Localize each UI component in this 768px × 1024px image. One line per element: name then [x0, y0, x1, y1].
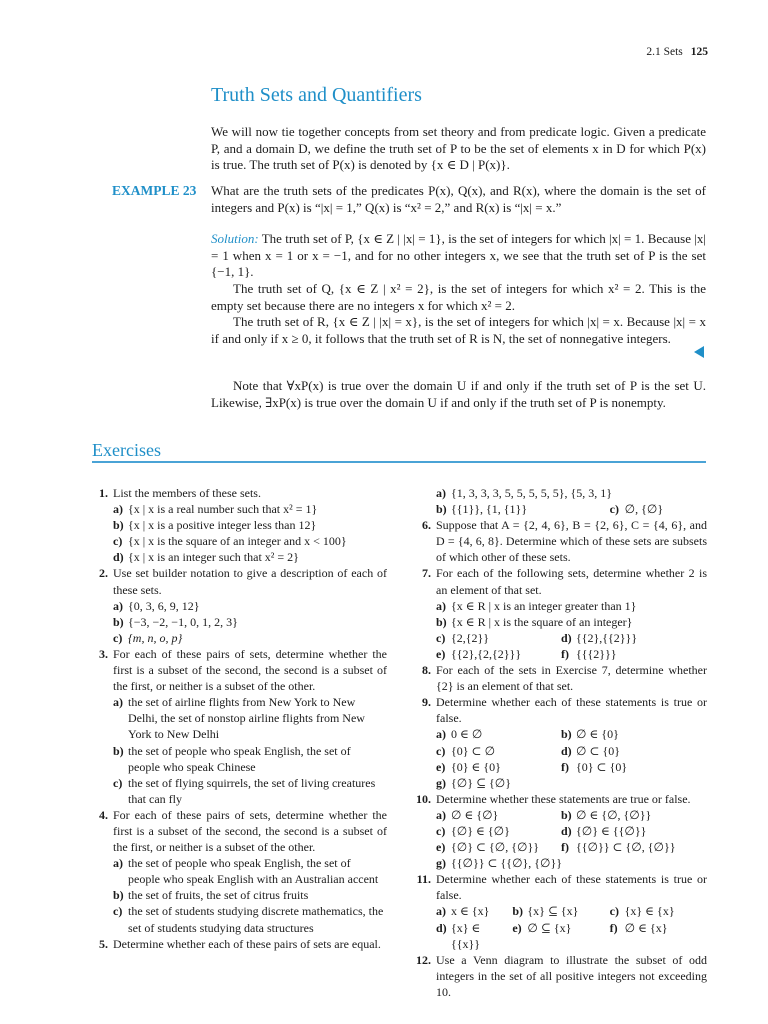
- exercise-number: 11.: [416, 872, 431, 887]
- exercise-text: Determine whether each of these pairs of sets are equal.: [113, 936, 381, 951]
- exercise-2a: a) {0, 3, 6, 9, 12}: [113, 598, 200, 613]
- exercise-number: 8.: [422, 663, 431, 678]
- exercise-10d: d) {∅} ∈ {{∅}}: [561, 823, 647, 838]
- running-head: [646, 46, 708, 58]
- exercise-1a: a) {x | x is a real number such that x² = 1}: [113, 502, 318, 517]
- exercise-10b: b) ∅ ∈ {∅, {∅}}: [561, 807, 652, 822]
- exercise-text: List the members of these sets.: [113, 486, 261, 500]
- solution-label: Solution:: [211, 231, 259, 246]
- exercise-1b: b) {x | x is a positive integer less than 12}: [113, 518, 317, 533]
- note-paragraph: Note that ∀xP(x) is true over the domain U if and only if the truth set of P is the set U. Likewise, ∃xP(x) is true over the domain U if and only if the truth set of P is nonempty.: [211, 378, 706, 410]
- exercise-7: [415, 565, 707, 597]
- exercise-9-grid: [415, 726, 707, 790]
- exercise-2b: b) {−3, −2, −1, 0, 1, 2, 3}: [113, 614, 238, 629]
- exercise-text: Use set builder notation to give a description of each of these sets.: [113, 566, 387, 597]
- page-number: 125: [690, 46, 708, 58]
- exercise-1c: c) {x | x is the square of an integer and x < 100}: [113, 534, 347, 549]
- exercise-10-grid: [415, 807, 707, 871]
- exercise-7e: e) {{2},{2,{2}}}: [436, 646, 522, 661]
- exercise-10a: a) ∅ ∈ {∅}: [436, 807, 499, 822]
- exercise-number: 6.: [422, 518, 431, 533]
- section-title: Truth Sets and Quantifiers: [211, 84, 422, 106]
- exercise-4: [92, 807, 387, 855]
- exercise-number: 3.: [99, 646, 108, 661]
- exercise-7-grid: [415, 630, 707, 662]
- solution-text-1: The truth set of P, {x ∈ Z | |x| = 1}, is the set of integers for which |x| = 1. Because |x| = 1 when x = 1 or x = −1, and for no other integers x, we see that the truth set of P is the set {−1, 1}.: [211, 231, 706, 280]
- end-of-example-icon: [694, 346, 704, 358]
- exercise-8: [415, 662, 707, 694]
- intro-paragraph: We will now tie together concepts from set theory and from predicate logic. Given a predicate P, and a domain D, we define the truth set of P to be the set of elements x in D for which P(x) is true. The truth set of P(x) is denoted by {x ∈ D | P(x)}.: [211, 124, 706, 173]
- exercise-5b: b) {{1}}, {1, {1}}: [436, 502, 528, 517]
- exercise-10f: f) {{∅}} ⊂ {∅, {∅}}: [561, 840, 676, 855]
- exercise-3b: b) the set of people who speak English, the set of people who speak Chinese: [113, 743, 351, 774]
- exercise-9e: e) {0} ∈ {0}: [436, 759, 501, 774]
- exercise-11a: a) x ∈ {x}: [436, 904, 490, 919]
- exercise-7c: c) {2,{2}}: [436, 630, 490, 645]
- exercise-9a: a) 0 ∈ ∅: [436, 727, 483, 742]
- exercise-4c: c) the set of students studying discrete mathematics, the set of students studying data structures: [113, 904, 384, 935]
- exercise-10: [415, 791, 707, 807]
- exercise-3a: a) the set of airline flights from New York to New Delhi, the set of nonstop airline flights from New York to New Delhi: [113, 695, 365, 742]
- exercise-11: [415, 871, 707, 903]
- exercise-10g: g) {{∅}} ⊂ {{∅}, {∅}}: [436, 856, 563, 871]
- exercise-10e: e) {∅} ⊂ {∅, {∅}}: [436, 840, 539, 855]
- exercise-text: Determine whether each of these statements is true or false.: [436, 695, 707, 726]
- exercise-text: Determine whether each of these statements is true or false.: [436, 872, 707, 903]
- exercise-text: Suppose that A = {2, 4, 6}, B = {2, 6}, C = {4, 6}, and D = {4, 6, 8}. Determine which of these sets are subsets of which other of these sets.: [436, 518, 707, 565]
- exercise-9c: c) {0} ⊂ ∅: [436, 743, 496, 758]
- exercise-text: Determine whether these statements are true or false.: [436, 791, 691, 806]
- exercise-5c: c) ∅, {∅}: [609, 502, 664, 517]
- exercise-number: 12.: [416, 952, 431, 967]
- exercise-9b: b) ∅ ∈ {0}: [561, 727, 619, 742]
- exercise-11d: d) {x} ∈ {{x}}: [436, 920, 481, 951]
- exercise-7d: d) {{2},{{2}}}: [561, 630, 638, 645]
- exercise-number: 10.: [416, 791, 431, 806]
- example-label: EXAMPLE 23: [112, 183, 197, 198]
- exercise-11-grid: [415, 903, 707, 951]
- exercise-number: 2.: [99, 566, 108, 581]
- exercises-title: Exercises: [92, 440, 161, 460]
- solution-paragraph-3: The truth set of R, {x ∈ Z | |x| = x}, is the set of integers for which |x| = x. Because |x| = x if and only if x ≥ 0, it follows that the truth set of R is N, the set of nonnegative integers.: [211, 314, 706, 346]
- exercise-text: For each of the following sets, determine whether 2 is an element of that set.: [436, 566, 707, 597]
- exercises-left-column: [92, 485, 387, 952]
- exercise-text: For each of the sets in Exercise 7, determine whether {2} is an element of that set.: [436, 663, 707, 694]
- exercise-2: [92, 565, 387, 597]
- solution-paragraph-1: [211, 231, 706, 281]
- exercise-7f: f) {{{2}}}: [561, 646, 617, 661]
- exercise-9g: g) {∅} ⊆ {∅}: [436, 775, 511, 790]
- exercise-1d: d) {x | x is an integer such that x² = 2}: [113, 550, 299, 565]
- exercise-1: [92, 485, 387, 501]
- exercise-number: 1.: [99, 486, 108, 500]
- exercise-2c: c) {m, n, o, p}: [113, 630, 183, 645]
- exercise-number: 5.: [99, 936, 108, 951]
- exercise-text: For each of these pairs of sets, determine whether the first is a subset of the second, the second is a subset of the first, or neither is a subset of the other.: [113, 646, 387, 694]
- exercise-9: [415, 694, 707, 726]
- exercise-number: 7.: [422, 566, 431, 581]
- exercise-11e: e) ∅ ⊆ {x}: [512, 920, 572, 935]
- exercise-6: [415, 517, 707, 565]
- exercise-4a: a) the set of people who speak English, the set of people who speak English with an Australian accent: [113, 856, 379, 887]
- exercise-9d: d) ∅ ⊂ {0}: [561, 743, 621, 758]
- exercise-5: [92, 936, 387, 952]
- exercise-7b: b) {x ∈ R | x is the square of an integer}: [436, 614, 633, 629]
- exercise-12: [415, 952, 707, 1000]
- exercise-number: 4.: [99, 807, 108, 822]
- exercise-11c: c) {x} ∈ {x}: [609, 904, 675, 919]
- exercise-10c: c) {∅} ∈ {∅}: [436, 823, 510, 838]
- exercises-right-column: [415, 485, 707, 1000]
- exercise-9f: f) {0} ⊂ {0}: [561, 759, 628, 774]
- exercise-5-bc-row: [415, 501, 707, 517]
- exercise-11f: f) ∅ ∈ {x}: [609, 920, 668, 935]
- exercise-4b: b) the set of fruits, the set of citrus fruits: [113, 888, 309, 903]
- example-question: What are the truth sets of the predicates P(x), Q(x), and R(x), where the domain is the set of integers and P(x) is “|x| = 1,” Q(x) is “x² = 2,” and R(x) is “|x| = x.”: [211, 183, 706, 215]
- exercise-11b: b) {x} ⊆ {x}: [512, 904, 579, 919]
- exercise-7a: a) {x ∈ R | x is an integer greater than 1}: [436, 598, 637, 613]
- exercise-text: Use a Venn diagram to illustrate the subset of odd integers in the set of all positive integers not exceeding 10.: [436, 952, 707, 999]
- exercises-rule: [92, 461, 706, 463]
- solution-paragraph-2: The truth set of Q, {x ∈ Z | x² = 2}, is the set of integers for which x² = 2. This is the empty set because there are no integers x for which x² = 2.: [211, 281, 706, 313]
- exercise-text: For each of these pairs of sets, determine whether the first is a subset of the second, the second is a subset of the first, or neither is a subset of the other.: [113, 807, 387, 855]
- section-name: 2.1 Sets: [646, 46, 683, 58]
- exercise-3c: c) the set of flying squirrels, the set of living creatures that can fly: [113, 775, 376, 806]
- exercise-number: 9.: [422, 695, 431, 710]
- exercise-5a: a) {1, 3, 3, 3, 5, 5, 5, 5, 5}, {5, 3, 1}: [436, 486, 613, 500]
- exercise-3: [92, 646, 387, 694]
